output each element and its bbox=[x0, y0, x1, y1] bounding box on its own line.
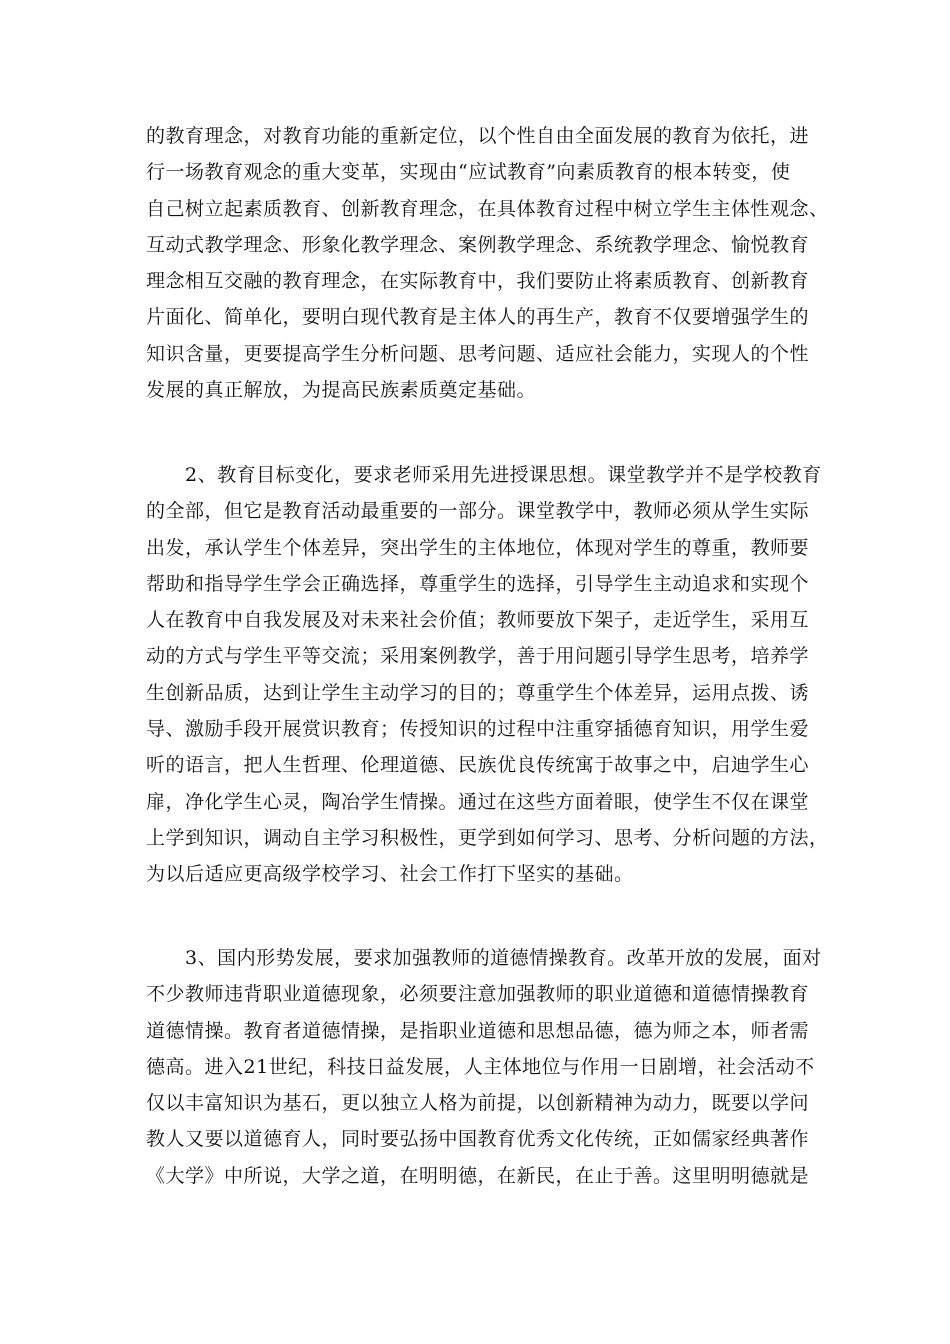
paragraph-1 bbox=[146, 118, 829, 408]
text-line: 自己树立起素质教育、创新教育理念，在具体教育过程中树立学生主体性观念、 bbox=[146, 197, 829, 220]
text-line: 教人又要以道德育人，同时要弘扬中国教育优秀文化传统，正如儒家经典著作 bbox=[146, 1128, 810, 1151]
text-line: 生创新品质，达到让学生主动学习的目的；尊重学生个体差异，运用点拨、诱 bbox=[146, 681, 810, 704]
text-line: 互动式教学理念、形象化教学理念、案例教学理念、系统教学理念、愉悦教育 bbox=[146, 233, 810, 256]
text-line: 仅以丰富知识为基石，更以独立人格为前提，以创新精神为动力，既要以学问 bbox=[146, 1092, 810, 1115]
text-line: 行一场教育观念的重大变革，实现由“应试教育”向素质教育的根本转变，使 bbox=[146, 161, 791, 184]
text-line: 《大学》中所说，大学之道，在明明德，在新民，在止于善。这里明明德就是 bbox=[146, 1164, 810, 1187]
text-line: 出发，承认学生个体差异，突出学生的主体地位，体现对学生的尊重，教师要 bbox=[146, 536, 810, 559]
text-line: 3、国内形势发展，要求加强教师的道德情操教育。改革开放的发展，面对 bbox=[146, 947, 822, 969]
text-line: 为以后适应更高级学校学习、社会工作打下坚实的基础。 bbox=[146, 863, 634, 886]
text-line: 帮助和指导学生学会正确选择，尊重学生的选择，引导学生主动追求和实现个 bbox=[146, 572, 810, 595]
text-line: 不少教师违背职业道德现象，必须要注意加强教师的职业道德和道德情操教育 bbox=[146, 983, 810, 1006]
text-line: 导、激励手段开展赏识教育；传授知识的过程中注重穿插德育知识，用学生爱 bbox=[146, 718, 810, 741]
text-line: 发展的真正解放，为提高民族素质奠定基础。 bbox=[146, 379, 537, 402]
text-line: 道德情操。教育者道德情操，是指职业道德和思想品德，德为师之本，师者需 bbox=[146, 1019, 810, 1042]
text-line: 听的语言，把人生哲理、伦理道德、民族优良传统寓于故事之中，启迪学生心 bbox=[146, 754, 810, 777]
text-line: 德高。进入21世纪，科技日益发展，人主体地位与作用一日剧增，社会活动不 bbox=[146, 1055, 815, 1078]
text-line: 的全部，但它是教育活动最重要的一部分。课堂教学中，教师必须从学生实际 bbox=[146, 500, 810, 523]
text-line: 动的方式与学生平等交流；采用案例教学，善于用问题引导学生思考，培养学 bbox=[146, 645, 810, 668]
paragraph-3 bbox=[146, 940, 822, 1194]
text-line: 的教育理念，对教育功能的重新定位，以个性自由全面发展的教育为依托，进 bbox=[146, 125, 810, 147]
text-line: 知识含量，更要提高学生分析问题、思考问题、适应社会能力，实现人的个性 bbox=[146, 342, 810, 365]
text-line: 理念相互交融的教育理念，在实际教育中，我们要防止将素质教育、创新教育 bbox=[146, 270, 810, 293]
text-line: 片面化、简单化，要明白现代教育是主体人的再生产，教育不仅要增强学生的 bbox=[146, 306, 810, 329]
paragraph-2 bbox=[146, 457, 829, 893]
text-line: 上学到知识，调动自主学习积极性，更学到如何学习、思考、分析问题的方法， bbox=[146, 826, 829, 849]
text-line: 扉，净化学生心灵，陶冶学生情操。通过在这些方面着眼，使学生不仅在课堂 bbox=[146, 790, 810, 813]
text-line: 2、教育目标变化，要求老师采用先进授课思想。课堂教学并不是学校教育 bbox=[146, 464, 822, 486]
text-line: 人在教育中自我发展及对未来社会价值；教师要放下架子，走近学生，采用互 bbox=[146, 609, 810, 632]
